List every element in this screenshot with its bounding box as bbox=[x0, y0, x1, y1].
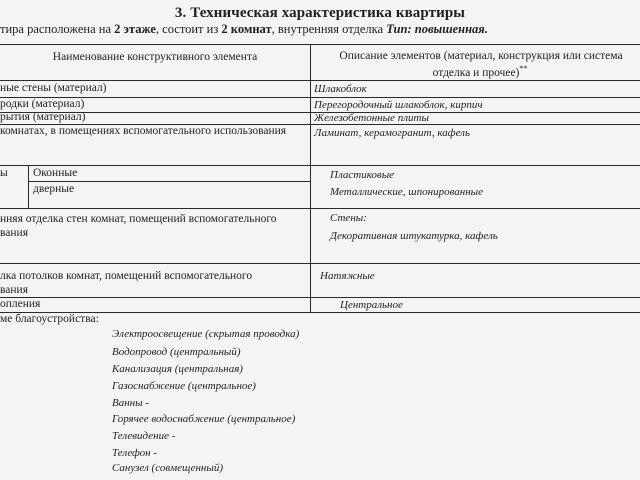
document-heading: 3. Техническая характеристика квартиры bbox=[174, 5, 466, 21]
openings-divider bbox=[28, 165, 29, 208]
amenity-item: Телефон - bbox=[112, 447, 158, 459]
row-label: родки (материал) bbox=[0, 98, 85, 110]
ceiling-finish-label-1: лка потолков комнат, помещений вспомогательного bbox=[0, 270, 253, 282]
row-label: рытия (материал) bbox=[0, 111, 86, 123]
intro-rooms: 2 комнат bbox=[221, 22, 272, 36]
window-label: Оконные bbox=[33, 167, 78, 179]
amenity-item: Электроосвещение (скрытая проводка) bbox=[112, 328, 300, 340]
heating-label: опления bbox=[0, 298, 41, 310]
row-value: Шлакоблок bbox=[314, 83, 367, 95]
intro-part1: тира расположена на bbox=[0, 22, 115, 36]
wall-finish-label-1: нняя отделка стен комнат, помещений вспомогательного bbox=[0, 213, 277, 225]
row-divider bbox=[0, 208, 640, 209]
col2-header-line2 bbox=[311, 64, 640, 79]
wall-finish-value-2: Декоративная штукатурка, кафель bbox=[330, 230, 498, 242]
row-value: Железобетонные плиты bbox=[314, 112, 429, 124]
row-divider bbox=[0, 263, 640, 264]
row-divider bbox=[0, 97, 640, 98]
door-value: Металлические, шпонированные bbox=[330, 186, 484, 198]
table-border-top bbox=[0, 44, 640, 45]
row-value: Ламинат, керамогранит, кафель bbox=[314, 127, 470, 139]
row-divider bbox=[0, 165, 640, 166]
col2-header-text: отделка и прочее) bbox=[432, 66, 520, 79]
amenity-item: Ванны - bbox=[112, 397, 149, 409]
door-label: дверные bbox=[33, 183, 75, 195]
amenity-item: Горячее водоснабжение (центральное) bbox=[112, 413, 296, 425]
intro-type: Тип: повышенная. bbox=[386, 22, 488, 36]
amenity-item: Санузел (совмещенный) bbox=[112, 462, 223, 474]
column-divider bbox=[310, 44, 311, 312]
row-value: Перегородочный шлакоблок, кирпич bbox=[314, 99, 483, 111]
row-divider-partial bbox=[28, 181, 310, 182]
col1-header: Наименование конструктивного элемента bbox=[52, 51, 258, 63]
amenities-label: ме благоустройства: bbox=[0, 313, 99, 325]
row-divider bbox=[0, 297, 640, 298]
ceiling-finish-label-2: вания bbox=[0, 284, 28, 296]
intro-part3: , внутренняя отделка bbox=[271, 22, 387, 36]
table-header-bottom bbox=[0, 80, 640, 81]
amenity-item: Канализация (центральная) bbox=[112, 363, 243, 375]
ceiling-finish-value: Натяжные bbox=[320, 270, 375, 282]
amenity-item: Газоснабжение (центральное) bbox=[112, 380, 256, 392]
row-label: ные стены (материал) bbox=[0, 82, 107, 94]
wall-finish-label-2: вания bbox=[0, 227, 28, 239]
amenity-item: Телевидение - bbox=[112, 430, 176, 442]
heating-value: Центральное bbox=[340, 299, 403, 311]
row-label: комнатах, в помещениях вспомогательного использования bbox=[0, 125, 287, 137]
intro-line bbox=[0, 22, 488, 37]
intro-floor: 2 этаже bbox=[114, 22, 156, 36]
window-value: Пластиковые bbox=[330, 169, 395, 181]
col2-header-mark: ** bbox=[519, 64, 528, 73]
intro-part2: , состоит из bbox=[155, 22, 222, 36]
amenity-item: Водопровод (центральный) bbox=[112, 346, 241, 358]
openings-prefix: ы bbox=[0, 167, 8, 179]
wall-finish-value-1: Стены: bbox=[330, 212, 367, 224]
col2-header-line1: Описание элементов (материал, конструкция или система bbox=[339, 50, 623, 62]
